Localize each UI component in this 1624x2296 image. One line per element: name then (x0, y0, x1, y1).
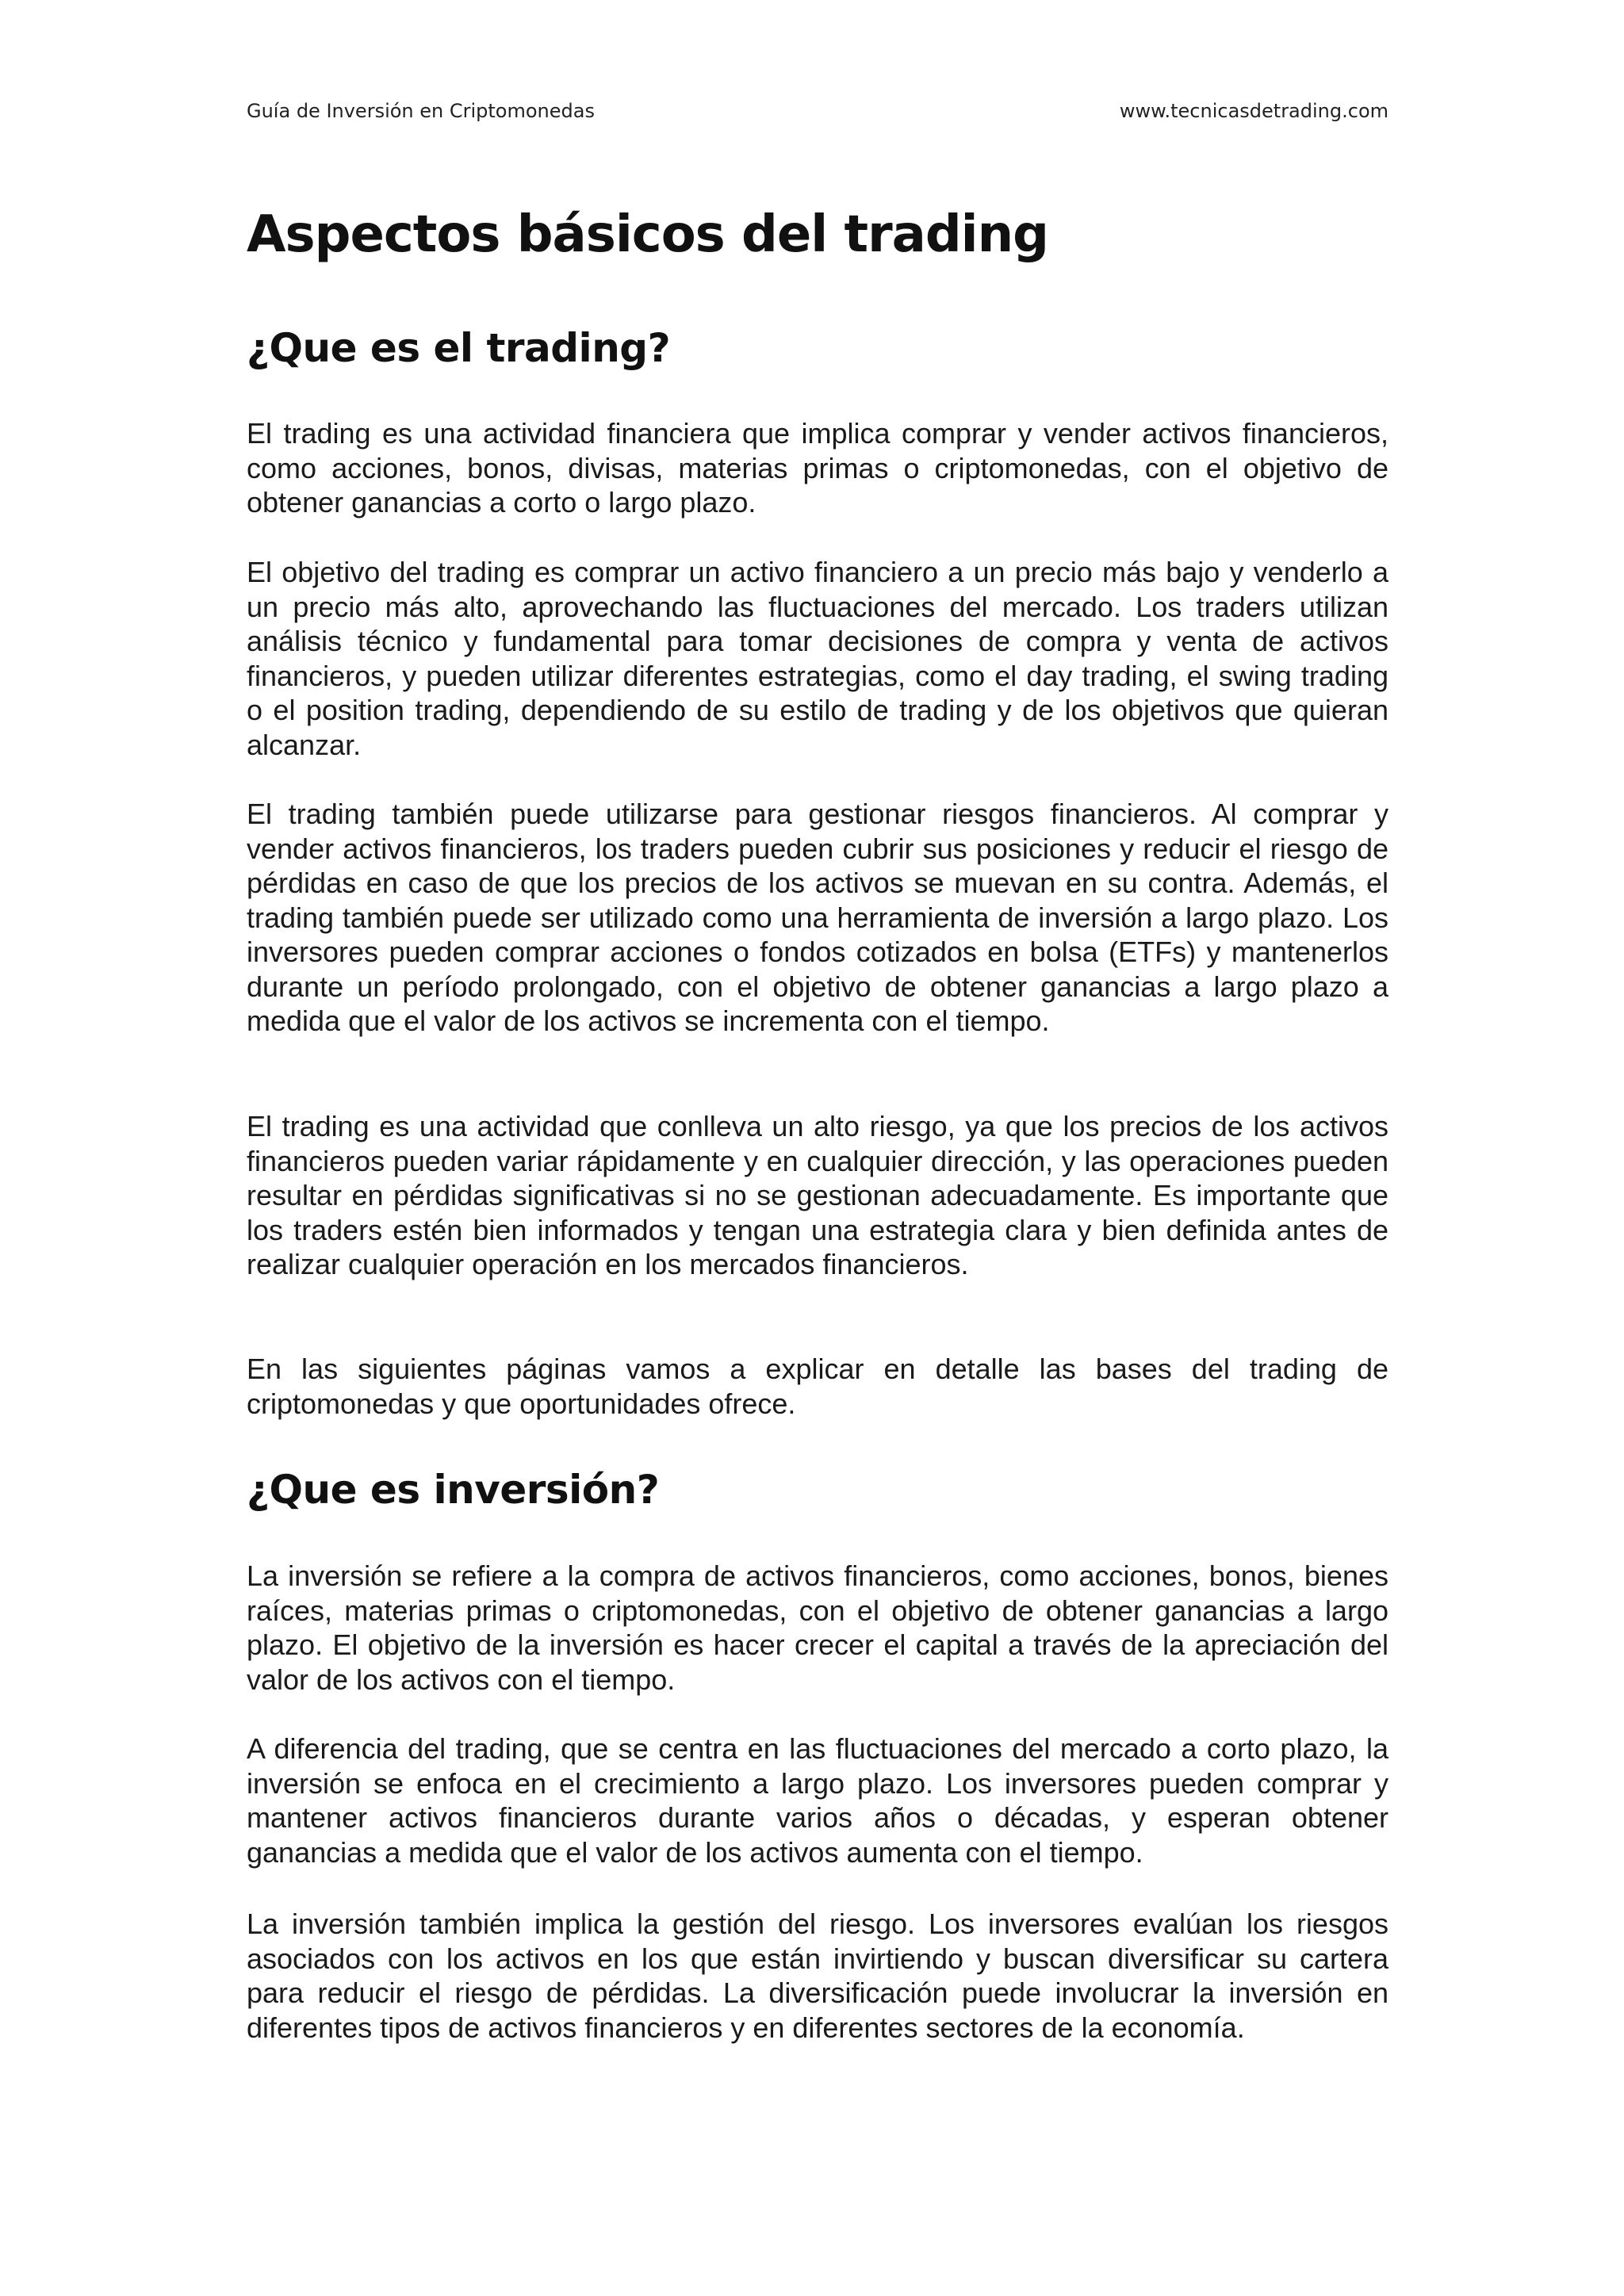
paragraph: El trading también puede utilizarse para gestionar riesgos financieros. Al comprar y vender activos financieros, los traders pueden cubrir sus posiciones y reducir el riesgo de pérdidas en caso de que los precios de los activos se muevan en su contra. Además, el trading también puede ser utilizado como una herramienta de inversión a largo plazo. Los inversores pueden comprar acciones o fondos cotizados en bolsa (ETFs) y mantenerlos durante un período prolongado, con el objetivo de obtener ganancias a largo plazo a medida que el valor de los activos se incrementa con el tiempo. (247, 798, 1388, 1037)
section-heading-trading: ¿Que es el trading? (247, 325, 671, 371)
paragraph: La inversión se refiere a la compra de activos financieros, como acciones, bonos, bienes raíces, materias primas o criptomonedas, con el objetivo de obtener ganancias a largo plazo. El objetivo de la inversión es hacer crecer el capital a través de la apreciación del valor de los activos con el tiempo. (247, 1559, 1388, 1696)
paragraph: La inversión también implica la gestión del riesgo. Los inversores evalúan los riesgos asociados con los activos en los que están invirtiendo y buscan diversificar su cartera para reducir el riesgo de pérdidas. La diversificación puede involucrar la inversión en diferentes tipos de activos financieros y en diferentes sectores de la economía. (247, 1908, 1388, 2044)
running-header (247, 100, 1388, 127)
paragraph: En las siguientes páginas vamos a explicar en detalle las bases del trading de criptomonedas y que oportunidades ofrece. (247, 1353, 1388, 1420)
paragraph: El trading es una actividad que conlleva un alto riesgo, ya que los precios de los activos financieros pueden variar rápidamente y en cualquier dirección, y las operaciones pueden resultar en pérdidas significativas si no se gestionan adecuadamente. Es importante que los traders estén bien informados y tengan una estrategia clara y bien definida antes de realizar cualquier operación en los mercados financieros. (247, 1110, 1388, 1280)
paragraph: A diferencia del trading, que se centra en las fluctuaciones del mercado a corto plazo, la inversión se enfoca en el crecimiento a largo plazo. Los inversores pueden comprar y mantener activos financieros durante varios años o décadas, y esperan obtener ganancias a medida que el valor de los activos aumenta con el tiempo. (247, 1732, 1388, 1869)
paragraph: El objetivo del trading es comprar un activo financiero a un precio más bajo y venderlo a un precio más alto, aprovechando las fluctuaciones del mercado. Los traders utilizan análisis técnico y fundamental para tomar decisiones de compra y venta de activos financieros, y pueden utilizar diferentes estrategias, como el day trading, el swing trading o el position trading, dependiendo de su estilo de trading y de los objetivos que quieran alcanzar. (247, 556, 1388, 761)
paragraph: El trading es una actividad financiera que implica comprar y vender activos financieros, como acciones, bonos, divisas, materias primas o criptomonedas, con el objetivo de obtener ganancias a corto o largo plazo. (247, 417, 1388, 519)
header-book-title: Guía de Inversión en Criptomonedas (247, 100, 595, 122)
page-title: Aspectos básicos del trading (247, 205, 1048, 264)
section-heading-inversion: ¿Que es inversión? (247, 1467, 660, 1513)
header-website: www.tecnicasdetrading.com (1119, 100, 1388, 122)
